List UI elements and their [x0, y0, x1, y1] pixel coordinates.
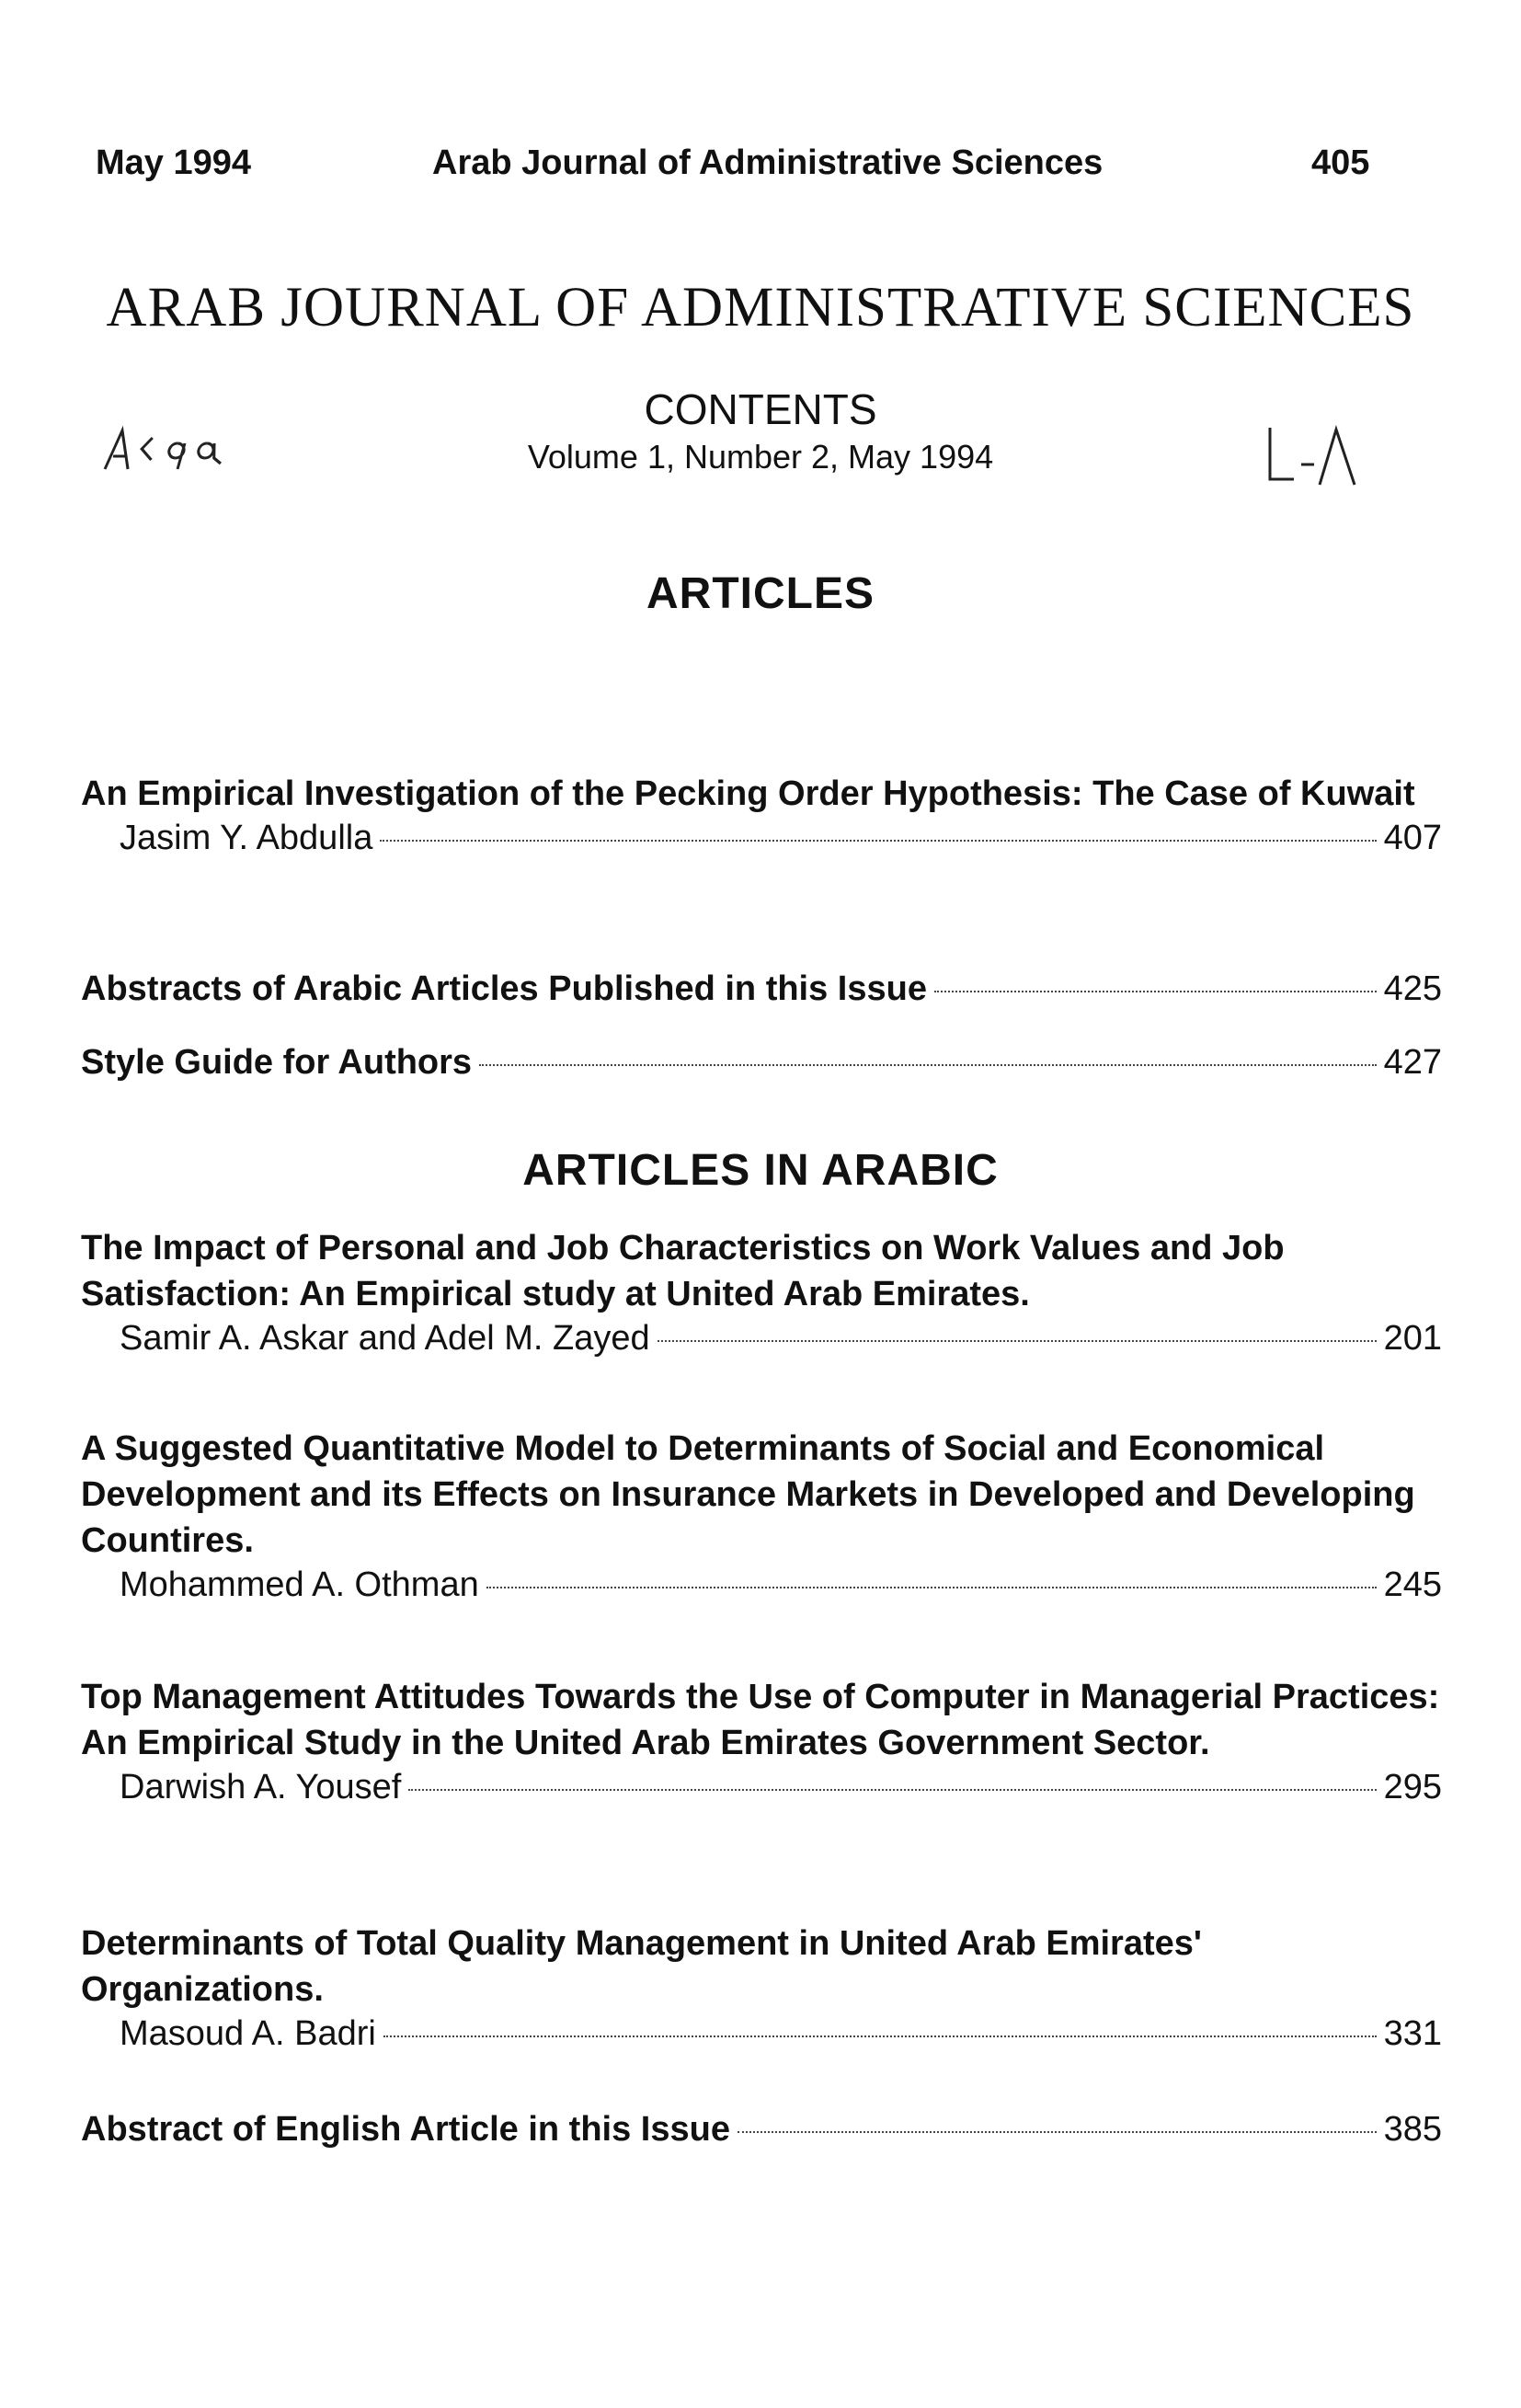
dot-leader	[380, 840, 1376, 842]
handwritten-mark-right	[1263, 419, 1364, 505]
toc-entry-tqm[interactable]	[81, 1921, 1442, 2054]
entry-author-line	[81, 1768, 1442, 1807]
dot-leader	[738, 2131, 1377, 2133]
entry-title: The Impact of Personal and Job Characteristics on Work Values and Job Satisfaction: An Empirical study at United Arab Emirates.	[81, 1229, 1285, 1313]
dot-leader	[383, 2035, 1377, 2037]
toc-entry-insurance-model[interactable]	[81, 1426, 1442, 1605]
arabic-articles-heading: ARTICLES IN ARABIC	[522, 1146, 999, 1195]
entry-title: Abstract of English Article in this Issue	[81, 2110, 730, 2149]
entry-title: Top Management Attitudes Towards the Use of Computer in Managerial Practices: An Empirical Study in the United Arab Emirates Government Sector.	[81, 1678, 1440, 1762]
contents-title: CONTENTS	[644, 385, 877, 433]
dot-leader	[658, 1340, 1377, 1342]
toc-entry-style-guide[interactable]	[81, 1039, 1442, 1085]
issue-date: May 1994	[96, 143, 252, 182]
masthead-title: ARAB JOURNAL OF ADMINISTRATIVE SCIENCES	[106, 277, 1415, 338]
entry-author-line	[81, 2014, 1442, 2054]
articles-heading: ARTICLES	[646, 569, 875, 618]
entry-title: Determinants of Total Quality Management in United Arab Emirates' Organizations.	[81, 1924, 1202, 2009]
entry-page: 331	[1383, 2014, 1442, 2053]
entry-page: 427	[1383, 1043, 1442, 1082]
entry-page: 245	[1383, 1565, 1442, 1604]
toc-entry-english-abstract[interactable]	[81, 2106, 1442, 2152]
dot-leader	[408, 1789, 1376, 1791]
entry-author: Samir A. Askar and Adel M. Zayed	[120, 1319, 650, 1358]
entry-title: A Suggested Quantitative Model to Determinants of Social and Economical Development and its Effects on Insurance Markets in Developed and Developing Countires.	[81, 1429, 1415, 1560]
toc-entry-arabic-abstracts[interactable]	[81, 966, 1442, 1012]
entry-page: 425	[1383, 969, 1442, 1008]
entry-page: 407	[1383, 819, 1442, 857]
toc-entry-pecking-order[interactable]	[81, 771, 1442, 858]
entry-author-line	[81, 1565, 1442, 1605]
running-head	[0, 143, 1521, 189]
entry-author-line	[81, 1319, 1442, 1359]
dot-leader	[486, 1587, 1377, 1588]
entry-title: An Empirical Investigation of the Pecking Order Hypothesis: The Case of Kuwait	[81, 774, 1415, 813]
entry-author: Masoud A. Badri	[120, 2014, 376, 2053]
toc-entry-top-management[interactable]	[81, 1674, 1442, 1807]
entry-author: Mohammed A. Othman	[120, 1565, 479, 1604]
entry-page: 295	[1383, 1768, 1442, 1806]
handwritten-scribble-right-icon	[1263, 419, 1364, 492]
entry-author: Jasim Y. Abdulla	[120, 819, 373, 857]
entry-title: Style Guide for Authors	[81, 1043, 473, 1082]
entry-author-line	[81, 819, 1442, 858]
journal-name: Arab Journal of Administrative Sciences	[432, 143, 1104, 182]
entry-page: 201	[1383, 1319, 1442, 1358]
entry-page: 385	[1383, 2110, 1442, 2149]
entry-author: Darwish A. Yousef	[120, 1768, 402, 1806]
dot-leader	[479, 1064, 1377, 1066]
entry-title: Abstracts of Arabic Articles Published in this Issue	[81, 969, 927, 1008]
toc-entry-work-values[interactable]	[81, 1225, 1442, 1359]
dot-leader	[934, 991, 1377, 992]
page-number: 405	[1311, 143, 1370, 182]
volume-line: Volume 1, Number 2, May 1994	[527, 438, 994, 476]
